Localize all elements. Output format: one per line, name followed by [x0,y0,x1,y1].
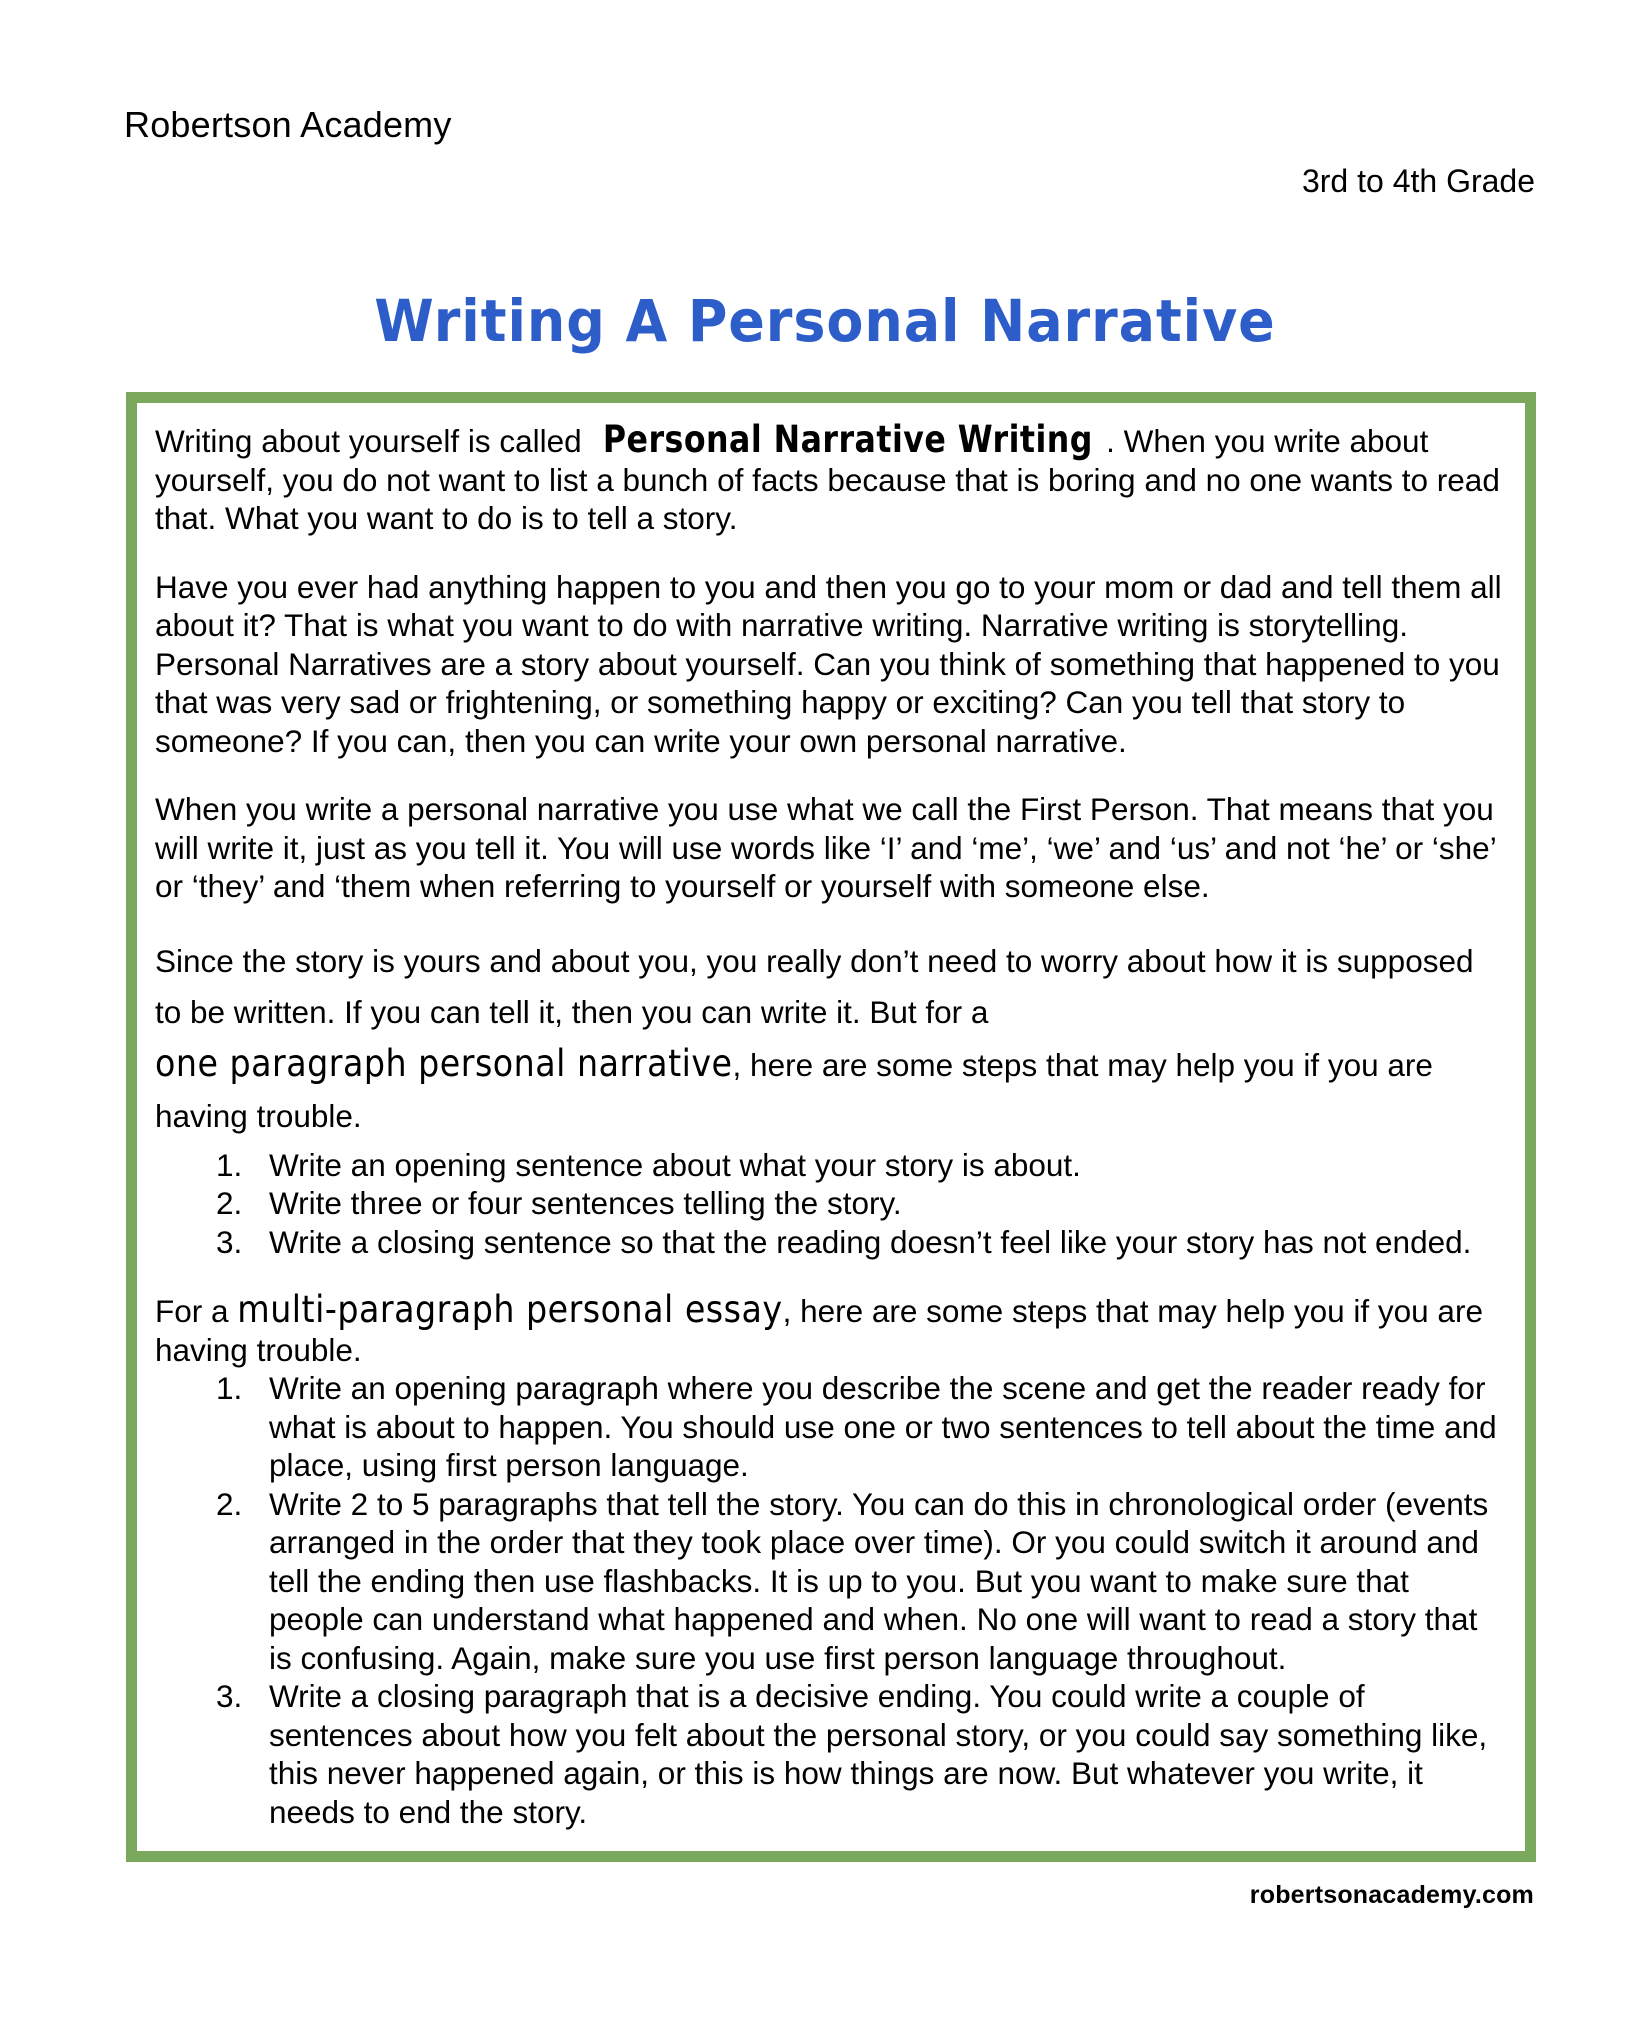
paragraph-multi-paragraph-intro [155,1288,1507,1369]
content-box [126,392,1536,1862]
footer-website-url[interactable]: robertsonacademy.com [1249,1881,1534,1909]
step-item: 1. Write an opening sentence about what your story is about. [251,1146,1507,1185]
step-item: 1. Write an opening paragraph where you describe the scene and get the reader ready for what is about to happen. You should use one or two sentences to tell about the time and place, using first person language. [251,1369,1507,1485]
step-item: 2. Write three or four sentences telling the story. [251,1184,1507,1223]
step-item: 3. Write a closing paragraph that is a decisive ending. You could write a couple of sentences about how you felt about the personal story, or you could say something like, this never happened again, or this is how things are now. But whatever you write, it needs to end the story. [251,1677,1507,1831]
steps-list-multi-paragraph [155,1369,1507,1831]
step-item: 3. Write a closing sentence so that the reading doesn’t feel like your story has not ended. [251,1223,1507,1262]
paragraph-storytelling: Have you ever had anything happen to you and then you go to your mom or dad and tell them all about it? That is what you want to do with narrative writing. Narrative writing is storytelling. Personal Narratives are a story about yourself. Can you think of something that happened to you that was very sad or frightening, or something happy or exciting? Can you tell that story to someone? If you can, then you can write your own personal narrative. [155,568,1502,759]
page-title: Writing A Personal Narrative [374,286,1276,355]
personal-narrative-writing-emphasis: Personal Narrative Writing [603,418,1094,461]
school-name: Robertson Academy [124,104,452,145]
paragraph-one-paragraph-intro [155,936,1507,1142]
paragraph-intro-lead: Writing about yourself is called [155,423,591,459]
multi-paragraph-lead: For a [155,1293,238,1329]
steps-list-one-paragraph [155,1146,1507,1262]
section-spacer [155,1261,1507,1291]
step-item: 2. Write 2 to 5 paragraphs that tell the story. You can do this in chronological order (events arranged in the order that they took place over time). Or you could switch it around and tell the ending then use flashbacks. It is up to you. But you want to make sure that people can understand what happened and when. No one will want to read a story that is confusing. Again, make sure you use first person language throughout. [251,1485,1507,1678]
multi-paragraph-tail: , here are some steps that may help you if you are having trouble. [155,1293,1483,1368]
paragraph-intro [155,418,1507,538]
content-body [155,418,1507,1831]
paragraph-intro-tail: . When you write about yourself, you do not want to list a bunch of facts because that is boring and no one wants to read that. What you want to do is to tell a story. [155,423,1500,536]
one-paragraph-personal-narrative-emphasis: one paragraph personal narrative [155,1041,733,1085]
paragraph-first-person: When you write a personal narrative you use what we call the First Person. That means that you will write it, just as you tell it. You will use words like ‘I’ and ‘me’, ‘we’ and ‘us’ and not ‘he’ or ‘she’ or ‘they’ and ‘them when referring to yourself or yourself with someone else. [155,791,1496,904]
multi-paragraph-personal-essay-emphasis: multi-paragraph personal essay [237,1288,783,1331]
one-paragraph-lead: Since the story is yours and about you, you really don’t need to worry about how it is supposed to be written. If you can tell it, then you can write it. But for a [155,942,1474,1030]
one-paragraph-tail: , here are some steps that may help you if you are having trouble. [155,1046,1433,1134]
grade-level-label: 3rd to 4th Grade [1301,163,1535,199]
